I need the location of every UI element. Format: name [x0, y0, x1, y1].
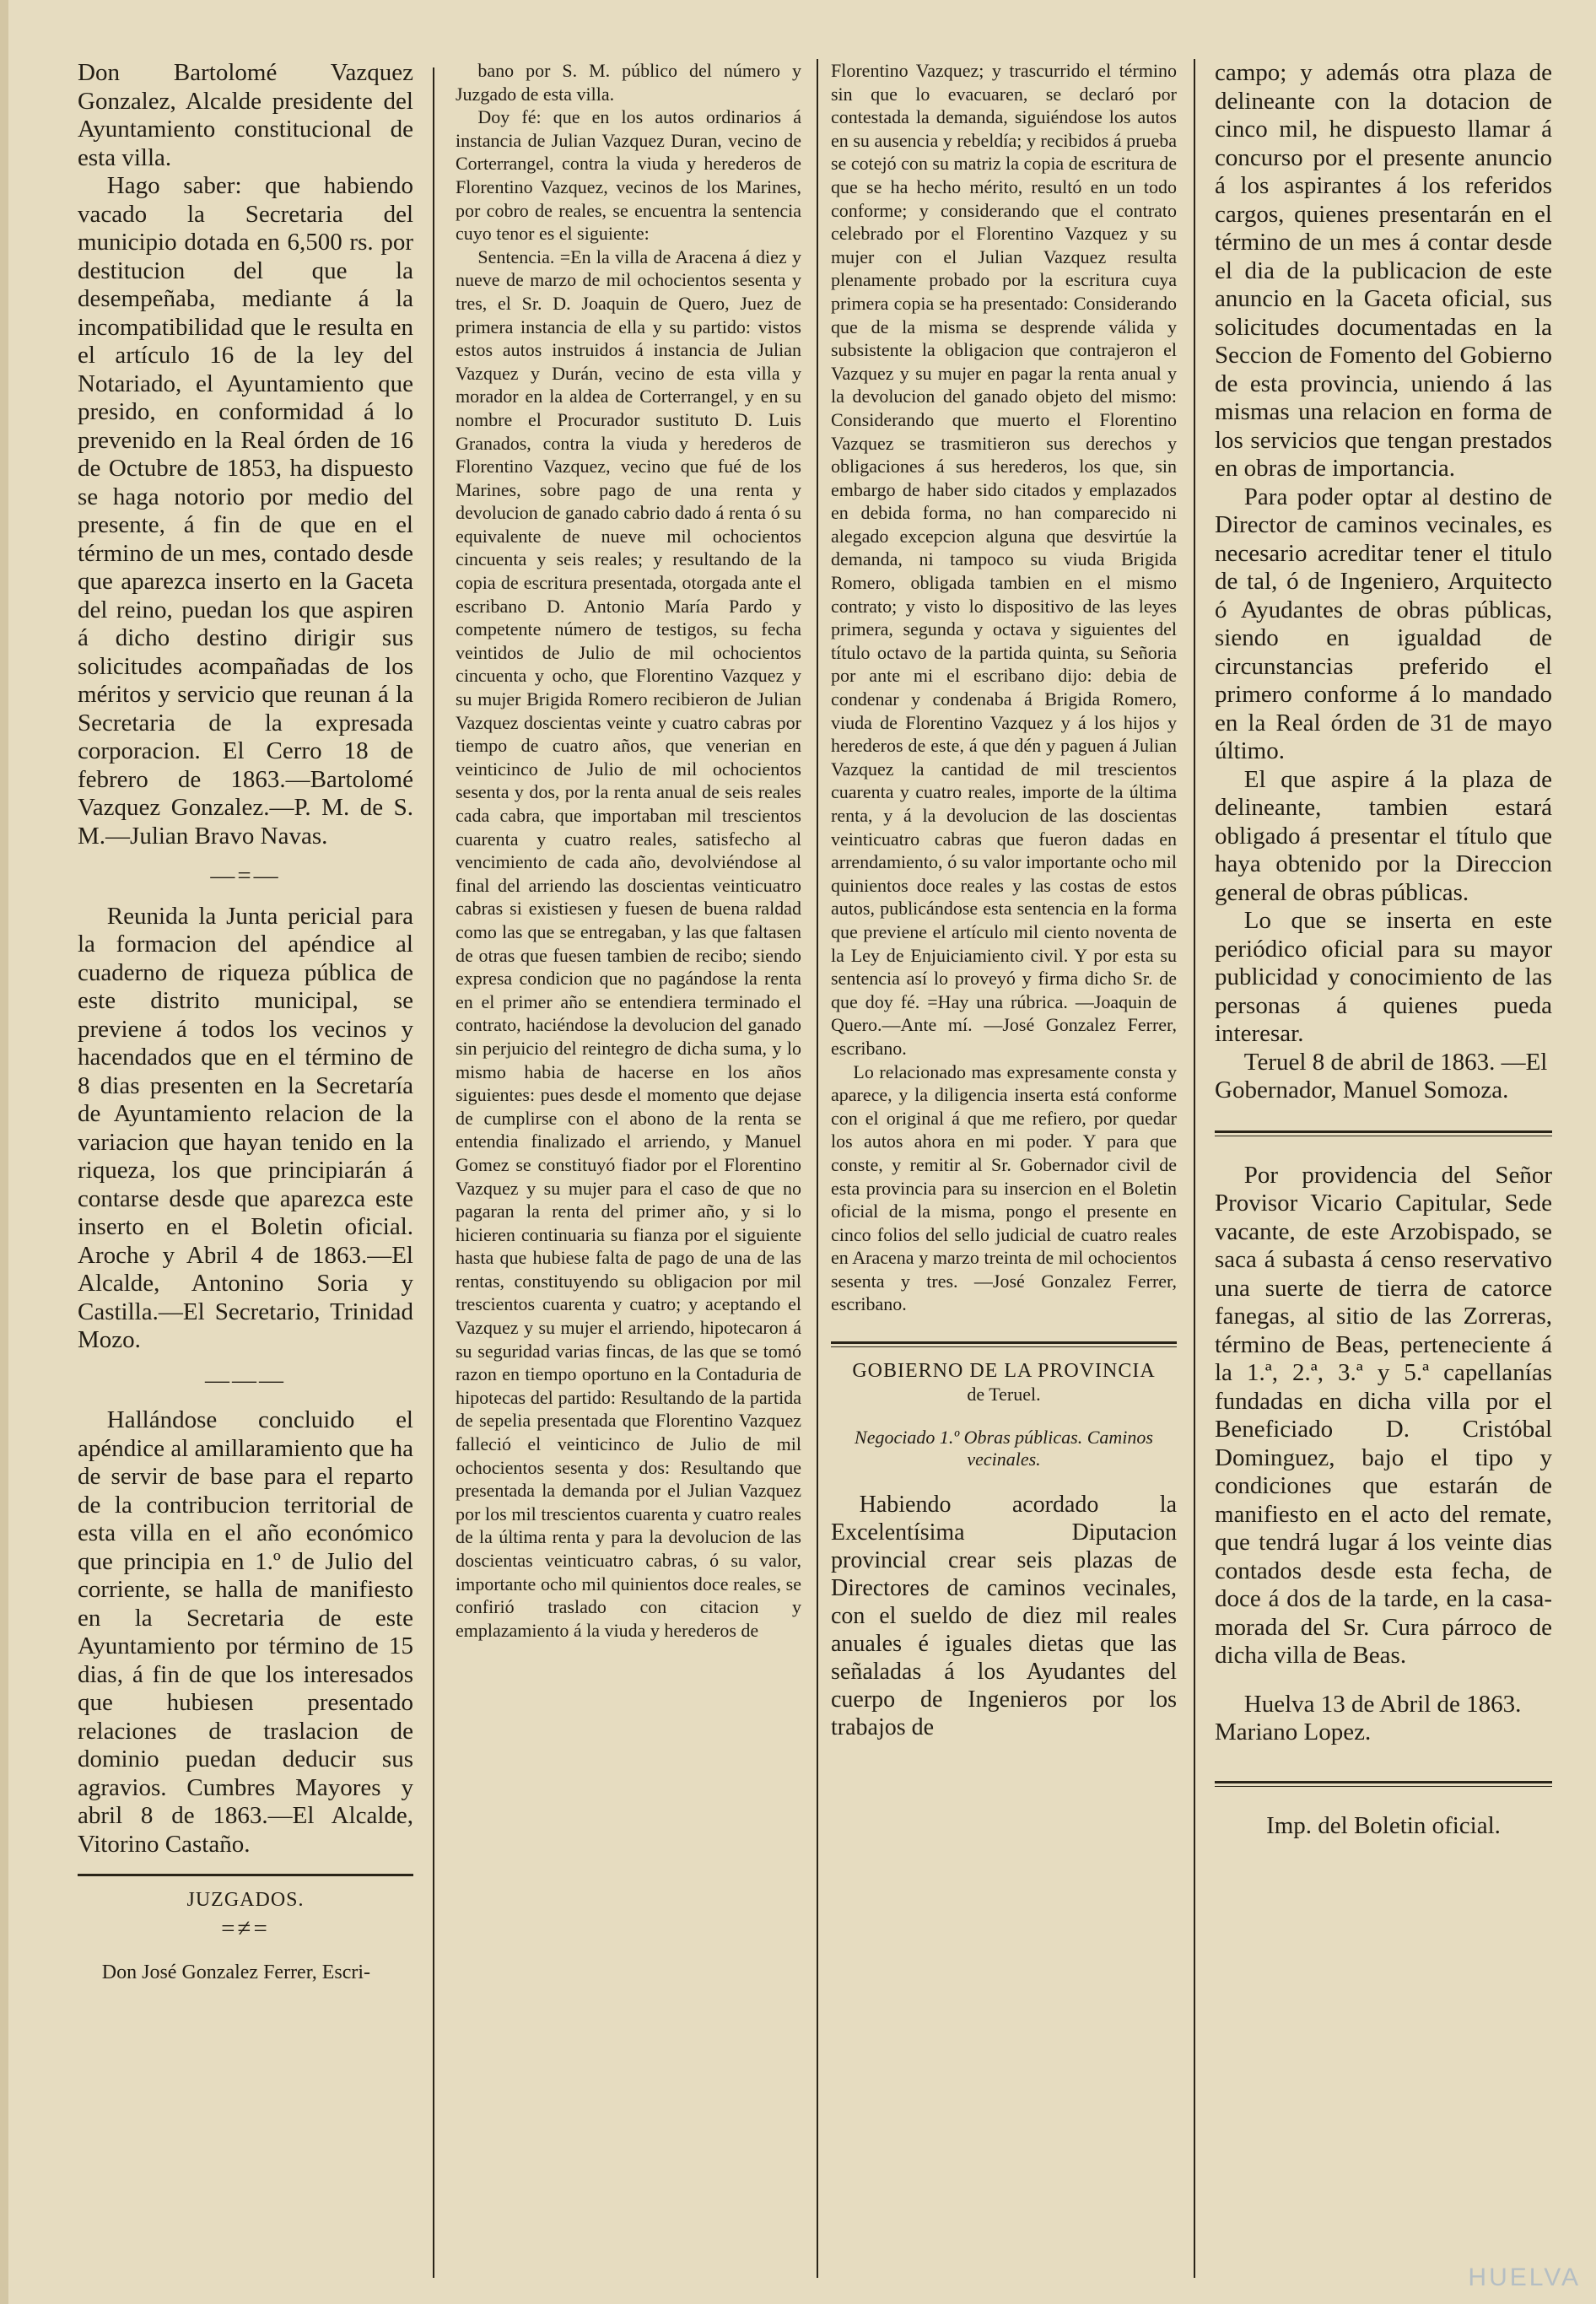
separator [1215, 1781, 1552, 1787]
paragraph: Por providencia del Señor Provisor Vicario Capitular, Sede vacante, de este Arzobispado, se saca á subasta á censo reservativo una suerte de tierra de catorce fanegas, al sitio de las Zorreras, término de Beas, perteneciente á la 1.ª, 2.ª, 3.ª y 5.ª capellanías fundadas en dicha villa por el Beneficiado D. Cristóbal Dominguez, bajo el tipo y condiciones que estarán de manifiesto en el acto del remate, que tendrá lugar á los veinte dias contados desde esta fecha, de doce á dos de la tarde, en la casa-morada del Sr. Cura párroco de dicha villa de Beas. [1215, 1161, 1552, 1669]
notice-title: Don Bartolomé Vazquez Gonzalez, Alcalde presidente del Ayuntamiento constitucional de esta villa. [78, 59, 413, 171]
paragraph: Lo relacionado mas expresamente consta y aparece, y la diligencia inserta está conforme con el original á que me refiero, por quedar los autos ahora en mi poder. Y para que conste, y remitir al Sr. Gobernador civil de esta provincia para su insercion en el Boletin oficial de la misma, pongo el presente en cinco folios del sello judicial de cuatro reales en Aracena y marzo treinta de mil ochocientos sesenta y tres. —José Gonzalez Ferrer, escribano. [831, 1060, 1177, 1315]
section-subheading: de Teruel. [967, 1384, 1041, 1406]
paragraph: campo; y además otra plaza de delineante con la dotacion de cinco mil, he dispuesto llamar á concurso por el presente anuncio á los aspirantes á los referidos cargos, quienes presentarán en el término de un mes á contar desde el dia de la publicacion de este anuncio en la Gaceta oficial, sus solicitudes documentadas en la Seccion de Fomento del Gobierno de esta provincia, uniendo á las mismas una relacion en forma de los servicios que tengan prestados en obras de importancia. [1215, 59, 1552, 482]
watermark-logo: HUELVA [1468, 2264, 1581, 2291]
ornament: ——— [205, 1366, 286, 1394]
page-edge-left [0, 0, 8, 2304]
ornament: =≠= [221, 1915, 270, 1942]
column-3 [831, 59, 1177, 1741]
separator [78, 1874, 413, 1876]
imprint: Imp. del Boletin oficial. [1266, 1811, 1501, 1839]
column-rule [817, 59, 818, 2278]
paragraph: Florentino Vazquez; y trascurrido el término sin que lo evacuaren, se declaró por contestada la demanda, siguiéndose los autos en su ausencia y rebeldía; y recibidos á prueba se cotejó con su matriz la copia de escritura de que se ha hecho mérito, resultó en un todo conforme; y considerando que el contrato celebrado por el Florentino Vazquez y su mujer con el Julian Vazquez resulta plenamente probado por la escritura cuya primera copia se ha presentado: Considerando que de la misma se desprende válida y subsistente la obligacion que contrajeron el Vazquez y su mujer en pagar la renta anual y la devolucion del ganado objeto del mismo: Considerando que muerto el Florentino Vazquez se trasmitieron sus derechos y obligaciones á sus herederos, los que, sin embargo de haber sido citados y emplazados en debida forma, no han comparecido ni alegado excepcion alguna que desvirtúe la demanda, ni tampoco su viuda Brigida Romero, obligada tambien en el mismo contrato; y visto lo dispositivo de las leyes primera, segunda y octava y siguientes del título octavo de la partida quinta, su Señoria por ante mi el escribano dijo: debia de condenar y condenaba á Brigida Romero, viuda de Florentino Vazquez y á los hijos y herederos de este, á que dén y paguen á Julian Vazquez la cantidad de mil trescientos cuarenta y cuatro reales, importe de la última renta, y á la devolucion de las doscientas veinticuatro cabras que fueron dadas en arrendamiento, ó su valor importante ocho mil quinientos doce reales y las costas de estos autos, publicándose esta sentencia en la forma que previene el artículo mil ciento noventa de la Ley de Enjuiciamiento civil. Y por esta su sentencia así lo proveyó y firma dicho Sr. de que doy fé. =Hay una rúbrica. —Joaquin de Quero.—Ante mí. —José Gonzalez Ferrer, escribano. [831, 60, 1177, 1059]
separator [1215, 1130, 1552, 1136]
column-2 [456, 59, 801, 1642]
paragraph: Lo que se inserta en este periódico oficial para su mayor publicidad y conocimiento de las personas á quienes pueda interesar. [1215, 907, 1552, 1047]
ornament: —=— [210, 862, 281, 889]
notice-body: Reunida la Junta pericial para la formacion del apéndice al cuaderno de riqueza pública de este distrito municipal, se previene á todos los vecinos y hacendados que en el término de 8 dias presenten en la Secretaría de Ayuntamiento relacion de la variacion que hayan tenido en la riqueza, los que principiarán á contarse desde que aparezca este inserto en el Boletin oficial. Aroche y Abril 4 de 1863.—El Alcalde, Antonino Soria y Castilla.—El Secretario, Trinidad Mozo. [78, 902, 413, 1353]
paragraph: Doy fé: que en los autos ordinarios á instancia de Julian Vazquez Duran, vecino de Corterrangel, contra la viuda y herederos de Florentino Vazquez, vecinos de los Marines, por cobro de reales, se encuentra la sentencia cuyo tenor es el siguiente: [456, 106, 801, 245]
paragraph: Habiendo acordado la Excelentísima Diputacion provincial crear seis plazas de Directores de caminos vecinales, con el sueldo de diez mil reales anuales é iguales dietas que las señaladas á los Ayudantes del cuerpo de Ingenieros por los trabajos de [831, 1492, 1177, 1741]
separator [831, 1341, 1177, 1347]
paragraph: Sentencia. =En la villa de Aracena á diez y nueve de marzo de mil ochocientos sesenta y tres, el Sr. D. Joaquin de Quero, Juez de primera instancia de ella y su partido: vistos estos autos instruidos á instancia de Julian Vazquez y Durán, vecino de esta villa y morador en la aldea de Corterrangel, y en su nombre el Procurador sustituto D. Luis Granados, contra la viuda y herederos de Florentino Vazquez, vecino que fué de los Marines, sobre pago de una renta y devolucion de ganado cabrio dado á renta ó su equivalente de nueve mil ochocientos cincuenta y seis reales; y resultando de la copia de escritura presentada, otorgada ante el escribano D. Antonio María Pardo y competente número de testigos, su fecha veintidos de Julio de mil ochocientos cincuenta y ocho, que Florentino Vazquez y su mujer Brigida Romero recibieron de Julian Vazquez doscientas veinte y cuatro cabras por tiempo de cuatro años, que venerian en veinticinco de Julio de mil ochocientos sesenta y dos, por la renta anual de seis reales cada cabra, que importaban mil trescientos cuarenta y cuatro reales, satisfecho al vencimiento de cada año, devolviéndose al final del arriendo las doscientas veinticuatro cabras si existiesen y fuesen de buena raldad como las que se entregaban, y las que faltasen de otras que fuesen tambien de recibo; siendo expresa condicion que no pagándose la renta en el primer año se entendiera terminado el contrato, haciéndose la devolucion del ganado sin perjuicio del reintegro de dicha suma, y lo mismo habia de hacerse en los años siguientes: pues desde el momento que dejase de cumplirse con el abono de la renta se entendia finalizado el arriendo, y Manuel Gomez se constituyó fiador por el Florentino Vazquez y su mujer para el caso de que no pagaran la renta del primer año, y si lo hicieren continuaria su fianza por el siguiente hasta que hubiese falta de pago de una de las rentas, constituyendo su obligacion por mil trescientos cuarenta y cuatro; y aceptando el Vazquez y su mujer el arriendo, hipotecaron á su seguridad varias fincas, de las que se tomó razon en tiempo oportuno en la Contaduria de hipotecas del partido: Resultando de la partida de sepelia presentada que Florentino Vazquez falleció el veinticinco de Julio de mil ochocientos sesenta y dos: Resultando que presentada la demanda por el Julian Vazquez por los mil trescientos cuarenta y cuatro reales de la última renta y para la devolucion de las doscientas veinticuatro cabras, ó su valor, importante ocho mil quinientos doce reales, se confirió traslado con citacion y emplazamiento á la viuda y herederos de [456, 246, 801, 1641]
signature: Teruel 8 de abril de 1863. —El Gobernador, Manuel Somoza. [1215, 1048, 1548, 1103]
notice-body: Hallándose concluido el apéndice al amillaramiento que ha de servir de base para el reparto de la contribucion territorial de esta villa en el año económico que principia en 1.º de Julio del corriente, se halla de manifiesto en la Secretaria de este Ayuntamiento por término de 15 dias, á fin de que los interesados que hubiesen presentado relaciones de traslacion de dominio puedan deducir sus agravios. Cumbres Mayores y abril 8 de 1863.—El Alcalde, Vitorino Castaño. [78, 1406, 413, 1858]
paragraph: bano por S. M. público del número y Juzgado de esta villa. [456, 60, 801, 105]
notice-body: Don José Gonzalez Ferrer, Escri- [101, 1961, 371, 1983]
column-rule [1194, 59, 1195, 2278]
notice-body: Hago saber: que habiendo vacado la Secretaria del municipio dotada en 6,500 rs. por destitucion del que la desempeñaba, mediante á la incompatibilidad que le resulta en el artículo 16 de la ley del Notariado, el Ayuntamiento que presido, en conformidad á lo prevenido en la Real órden de 16 de Octubre de 1853, ha dispuesto se haga notorio por medio del presente, á fin de que en el término de un mes, contado desde que aparezca inserto en la Gaceta del reino, puedan los que aspiren á dicho destino dirigir sus solicitudes acompañadas de los méritos y servicio que reunan á la Secretaria de la expresada corporacion. El Cerro 18 de febrero de 1863.—Bartolomé Vazquez Gonzalez.—P. M. de S. M.—Julian Bravo Navas. [78, 172, 413, 850]
paragraph: El que aspire á la plaza de delineante, tambien estará obligado á presentar el título que haya obtenido por la Direccion general de obras públicas. [1215, 765, 1552, 906]
section-title: JUZGADOS. [186, 1889, 305, 1911]
column-rule [433, 67, 434, 2278]
column-1 [78, 59, 413, 1987]
column-4 [1215, 59, 1552, 1840]
signature: Huelva 13 de Abril de 1863. Mariano Lopez. [1215, 1690, 1522, 1746]
section-heading: GOBIERNO DE LA PROVINCIA [852, 1360, 1156, 1383]
paragraph: Para poder optar al destino de Director de caminos vecinales, es necesario acreditar tener el titulo de tal, ó de Ingeniero, Arquitecto ó Ayudantes de obras públicas, siendo en igualdad de circunstancias preferido el primero conforme á lo mandado en la Real órden de 31 de mayo último. [1215, 483, 1552, 764]
negociado-label: Negociado 1.º Obras públicas. Caminos vecinales. [855, 1427, 1153, 1470]
